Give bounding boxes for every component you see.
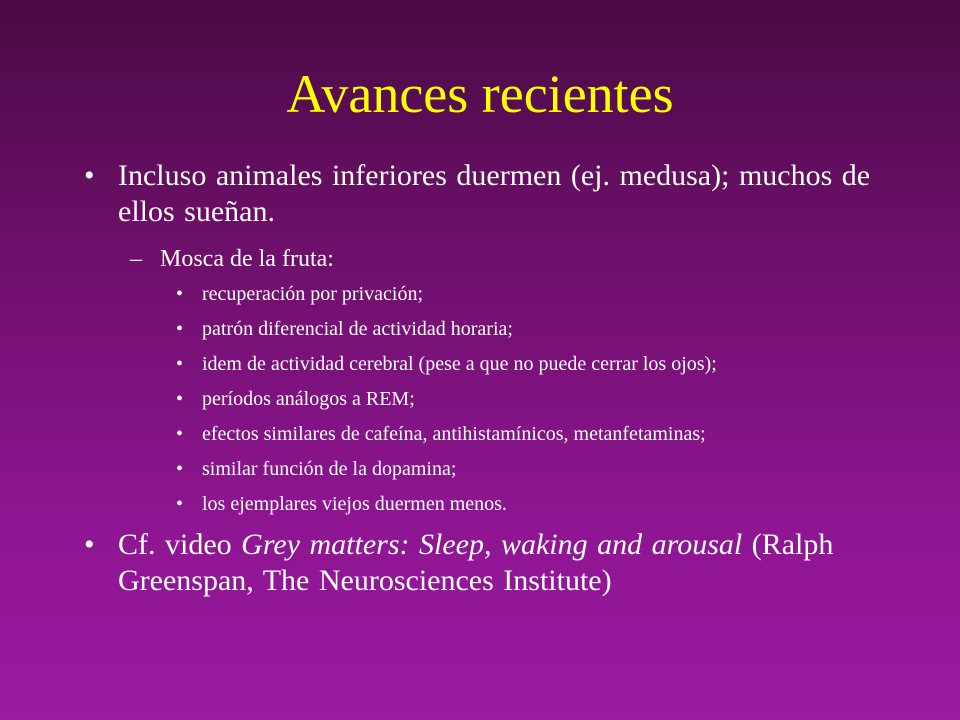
bullet-marker: • xyxy=(176,458,184,480)
nested-item-text: efectos similares de cafeína, antihistamínicos, metanfetaminas; xyxy=(202,423,706,445)
nested-item xyxy=(0,422,882,446)
bullet-marker: • xyxy=(84,159,95,192)
bullet-marker: • xyxy=(176,283,184,305)
nested-item-text: similar función de la dopamina; xyxy=(202,458,457,480)
nested-item xyxy=(0,282,882,306)
nested-item-text: los ejemplares viejos duermen menos. xyxy=(202,493,507,515)
sub-bullet-item xyxy=(0,244,860,274)
bullet-marker: • xyxy=(176,353,184,375)
bullet-item-2 xyxy=(0,527,878,599)
video-reference-credit: (Ralph Greenspan, The Neurosciences Institute) xyxy=(118,528,834,597)
slide-content xyxy=(0,158,960,599)
nested-item-text: idem de actividad cerebral (pese a que no puede cerrar los ojos); xyxy=(202,353,717,375)
bullet-marker: • xyxy=(176,318,184,340)
bullet-item-1 xyxy=(0,158,878,230)
dash-marker: – xyxy=(130,246,142,272)
nested-list xyxy=(0,282,960,516)
video-title: Grey matters: Sleep, waking and arousal xyxy=(241,528,743,561)
nested-item-text: períodos análogos a REM; xyxy=(202,388,415,410)
nested-item-text: recuperación por privación; xyxy=(202,283,424,305)
bullet-marker: • xyxy=(176,423,184,445)
nested-item-text: patrón diferencial de actividad horaria; xyxy=(202,318,513,340)
slide-title: Avances recientes xyxy=(286,64,674,124)
bullet-marker: • xyxy=(176,493,184,515)
nested-item xyxy=(0,492,882,516)
nested-item xyxy=(0,387,882,411)
nested-item xyxy=(0,352,882,376)
nested-item xyxy=(0,317,882,341)
bullet-text: Incluso animales inferiores duermen (ej. medusa); muchos de ellos sueñan. xyxy=(118,159,871,228)
nested-item xyxy=(0,457,882,481)
video-reference-prefix: Cf. video xyxy=(118,528,242,561)
bullet-marker: • xyxy=(84,528,95,561)
bullet-marker: • xyxy=(176,388,184,410)
sub-bullet-text: Mosca de la fruta: xyxy=(160,246,334,272)
